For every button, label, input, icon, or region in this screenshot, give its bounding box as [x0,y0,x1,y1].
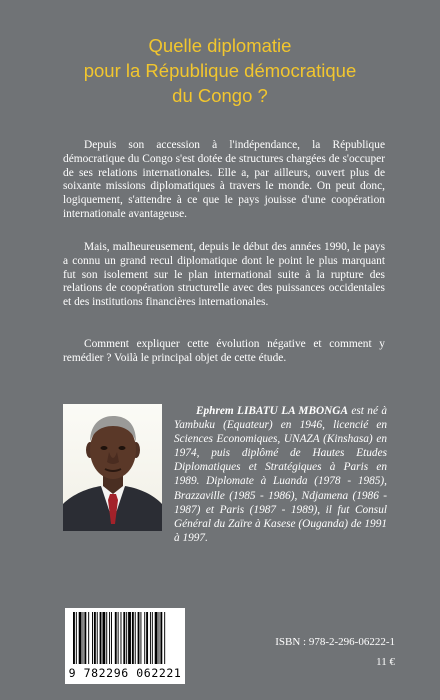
barcode-bar [140,612,141,664]
author-photo [63,404,162,531]
summary-paragraph-2: Mais, malheureusement, depuis le début des années 1990, le pays a connu un grand recul diplomatique dont le point le plus marquant fut son isolement sur le plan international suite à la rupture des relations de coopération structurelle avec des puissances occidentales et des institutions financières internationales. [63,241,385,309]
isbn-barcode [65,608,185,684]
barcode-bar [84,612,86,664]
book-title-line-2: pour la République démocratique [83,60,357,81]
barcode-bar [83,612,84,664]
barcode-bar [155,612,158,664]
book-title-line-1: Quelle diplomatie [148,35,292,56]
barcode-bar [164,612,165,664]
barcode-bar [160,612,162,664]
book-title [40,33,400,108]
author-portrait-illustration [63,404,162,531]
barcode-bar [138,612,140,664]
barcode-bar [97,612,98,664]
barcode-bar [100,612,102,664]
barcode-bar [118,612,119,664]
barcode-bar [146,612,148,664]
barcode-bar [94,612,96,664]
barcode-bar [88,612,89,664]
barcode-bar [123,612,125,664]
barcode-bar [121,612,122,664]
isbn-number: ISBN : 978-2-296-06222-1 [275,636,395,648]
barcode-bar [102,612,105,664]
barcode-bar [152,612,153,664]
barcode-digits: 9 782296 062221 [68,666,182,680]
barcode-bar [126,612,127,664]
price: 11 € [376,656,395,668]
barcode-bar [111,612,112,664]
barcode-bar [73,612,75,664]
barcode-bar [109,612,110,664]
author-name: Ephrem LIBATU LA MBONGA [196,405,348,417]
barcode-bar [79,612,82,664]
book-title-line-3: du Congo ? [172,85,268,106]
barcode-bar [115,612,117,664]
author-biography [174,404,387,545]
barcode-bar [76,612,77,664]
barcode-bar [106,612,107,664]
barcode-bar [92,612,93,664]
barcode-bars [65,608,185,668]
barcode-bar [150,612,151,664]
barcode-bar [159,612,160,664]
barcode-bar [135,612,136,664]
barcode-bar [132,612,134,664]
barcode-bar [144,612,145,664]
summary-paragraph-3: Comment expliquer cette évolution négative et comment y remédier ? Voilà le principal objet de cette étude. [63,338,385,364]
summary-paragraph-1: Depuis son accession à l'indépendance, la République démocratique du Congo s'est dotée de structures chargées de s'occuper de ses relations internationales. Elle a, par ailleurs, ouvert plus de soixante missions diplomatiques à travers le monde. On peut donc, logiquement, s'attendre à ce que le pays jouisse d'une coopération internationale avantageuse. [63,139,385,220]
author-bio-text: est né à Yambuku (Equateur) en 1946, licencié en Sciences Economiques, UNAZA (Kinshasa) en 1974, puis diplômé de Hautes Etudes Diplomatiques et Stratégiques à Paris en 1989. Diplomate à Luanda (1978 - 1985), Brazzaville (1985 - 1986), Ndjamena (1986 - 1987) et Paris (1987 - 1989), il fut Consul Général du Zaïre à Kasese (Ouganda) de 1991 à 1997. [174,405,387,544]
barcode-bar [128,612,131,664]
